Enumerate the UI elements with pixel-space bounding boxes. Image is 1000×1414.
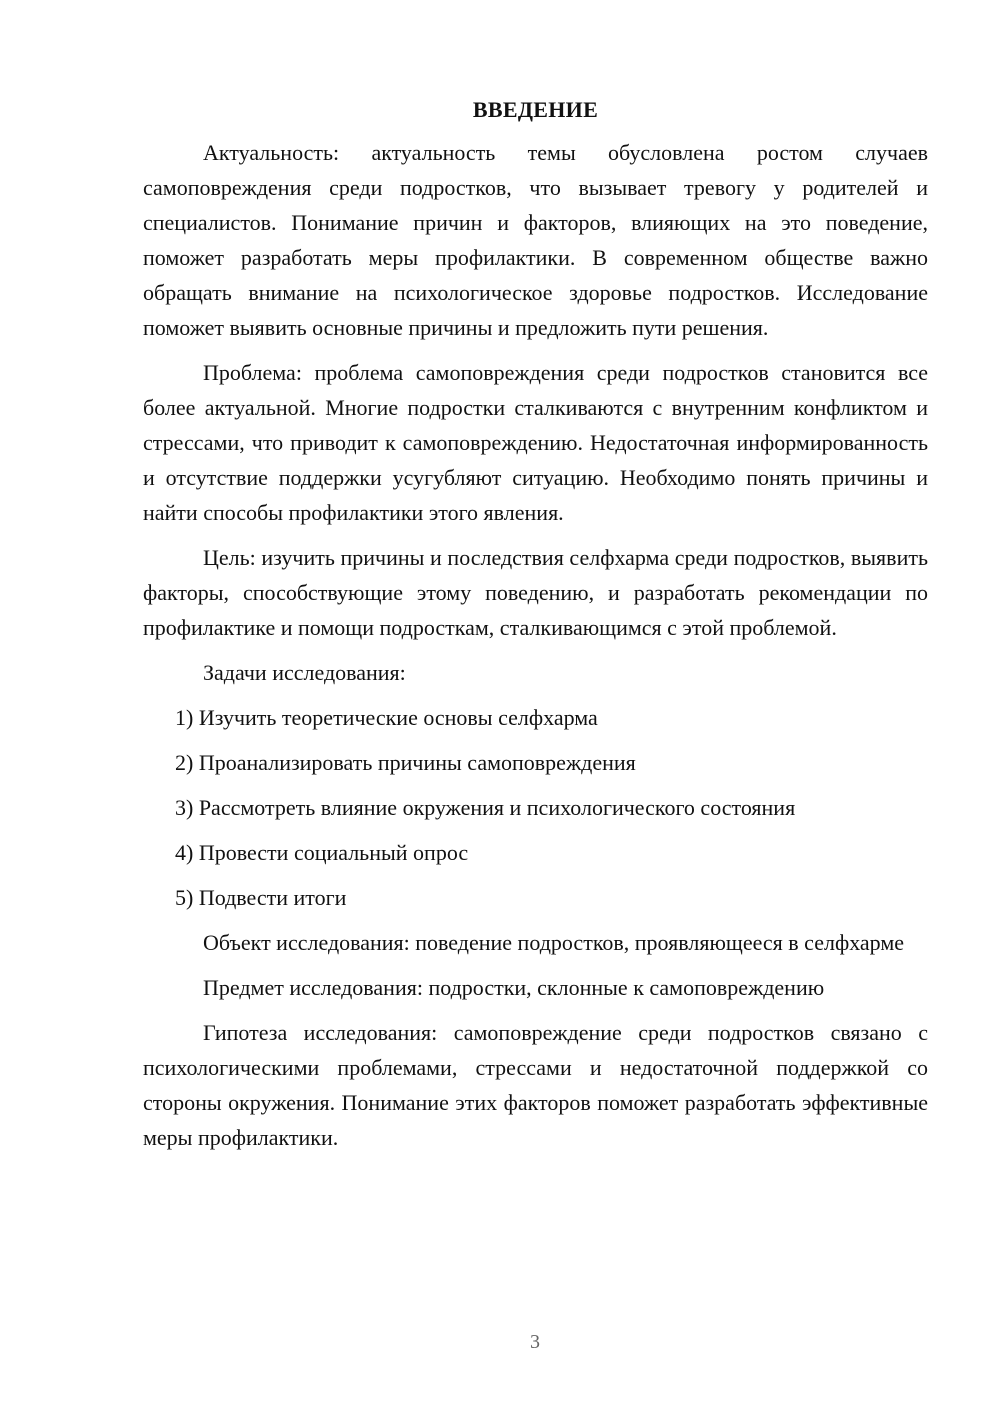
paragraph-hypothesis: Гипотеза исследования: самоповреждение среди подростков связано с психологическими проблемами, стрессами и недостаточной поддержкой со стороны окружения. Понимание этих факторов поможет разработать эффективные меры профилактики.: [143, 1020, 928, 1150]
tasks-list: [143, 700, 928, 915]
document-page: [143, 95, 928, 1165]
paragraph-subject: Предмет исследования: подростки, склонные к самоповреждению: [203, 975, 825, 1000]
section-title: ВВЕДЕНИЕ: [472, 97, 599, 122]
list-item: 3) Рассмотреть влияние окружения и психологического состояния: [175, 795, 796, 820]
tasks-heading: Задачи исследования:: [203, 660, 406, 685]
list-item: 4) Провести социальный опрос: [175, 840, 469, 865]
list-item: 5) Подвести итоги: [175, 885, 347, 910]
list-item: 1) Изучить теоретические основы селфхарма: [175, 705, 598, 730]
page-number: 3: [530, 1331, 540, 1353]
paragraph-problem: Проблема: проблема самоповреждения среди подростков становится все более актуальной. Многие подростки сталкиваются с внутренним конфликтом и стрессами, что приводит к самоповреждению. Недостаточная информированность и отсутствие поддержки усугубляют ситуацию. Необходимо понять причины и найти способы профилактики этого явления.: [143, 360, 928, 525]
paragraph-relevance: Актуальность: актуальность темы обусловлена ростом случаев самоповреждения среди подростков, что вызывает тревогу у родителей и специалистов. Понимание причин и факторов, влияющих на это поведение, поможет разработать меры профилактики. В современном обществе важно обращать внимание на психологическое здоровье подростков. Исследование поможет выявить основные причины и предложить пути решения.: [143, 140, 928, 340]
list-item: 2) Проанализировать причины самоповреждения: [175, 750, 636, 775]
paragraph-object: Объект исследования: поведение подростков, проявляющееся в селфхарме: [203, 930, 905, 955]
paragraph-goal: Цель: изучить причины и последствия селфхарма среди подростков, выявить факторы, способствующие этому поведению, и разработать рекомендации по профилактике и помощи подросткам, сталкивающимся с этой проблемой.: [143, 545, 928, 640]
